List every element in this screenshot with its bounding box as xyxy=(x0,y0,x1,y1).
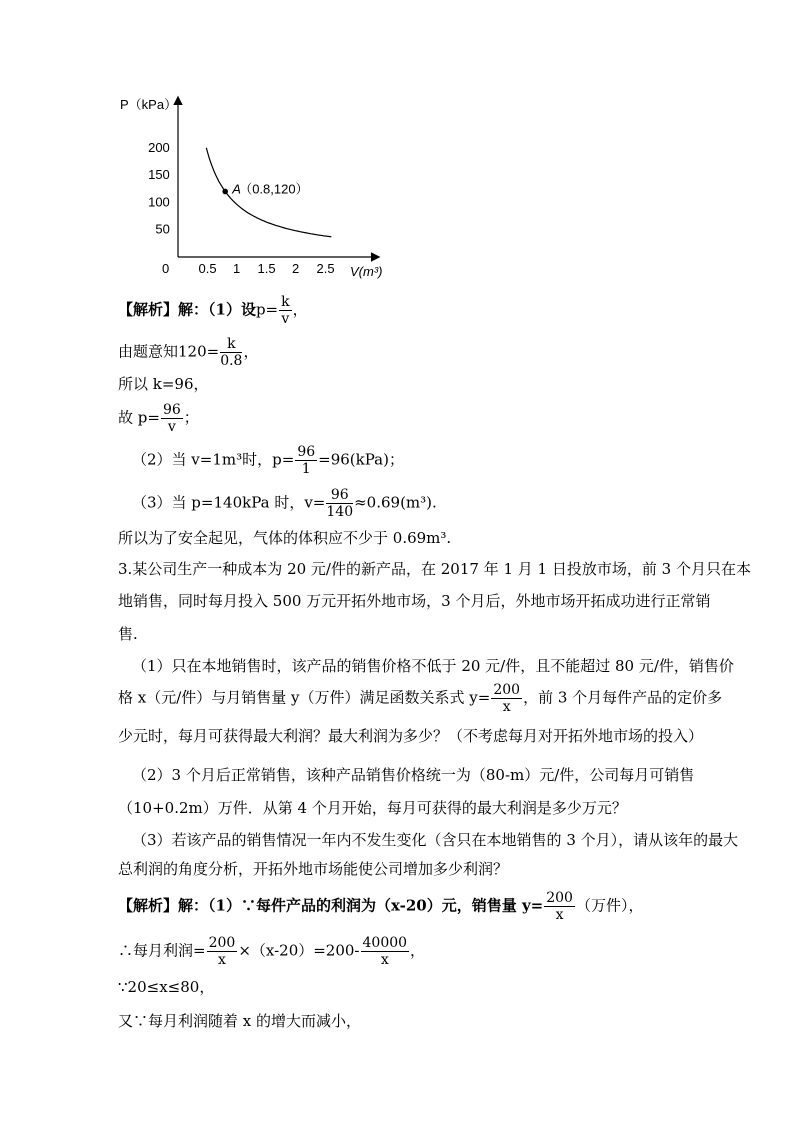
numerator: 96 xyxy=(326,487,353,504)
text: ×（x-20）=200- xyxy=(238,941,360,960)
x-tick-label: 1 xyxy=(233,261,241,276)
text: ，前 3 个月每件产品的定价多 xyxy=(523,688,723,707)
x-tick-label: 0.5 xyxy=(198,261,217,276)
denominator: x xyxy=(502,699,511,715)
fraction xyxy=(161,402,183,435)
question-3-part-2-line-1: （2）3 个月后正常销售，该种产品销售价格统一为（80-m）元/件，公司每月可销售 xyxy=(132,766,695,784)
x-tick-label: 2.5 xyxy=(316,261,335,276)
question-3-line-3: 售. xyxy=(118,625,138,643)
text: ； xyxy=(183,408,199,427)
y-tick-label: 100 xyxy=(148,194,170,210)
x-ticks xyxy=(199,261,335,276)
denominator: 140 xyxy=(326,504,354,520)
solution-line-5 xyxy=(132,444,404,477)
text: ， xyxy=(243,342,259,361)
fraction xyxy=(207,935,238,968)
solution-3-line-3: ∵20≤x≤80， xyxy=(118,978,215,996)
numerator: 200 xyxy=(208,935,236,951)
point-a-label: A xyxy=(232,181,241,197)
numerator: 96 xyxy=(297,444,316,460)
question-3-part-2-line-2: （10+0.2m）万件．从第 4 个月开始，每月可获得的最大利润是多少万元？ xyxy=(118,799,627,817)
question-3-part-1-line-1: （1）只在本地销售时，该产品的销售价格不低于 20 元/件，且不能超过 80 元/件，销售价 xyxy=(132,657,734,675)
x-tick-label: 2 xyxy=(292,261,300,276)
x-tick-label: 1.5 xyxy=(257,261,276,276)
numerator: k xyxy=(220,336,242,353)
pressure-volume-chart xyxy=(0,0,794,290)
numerator: 200 xyxy=(546,890,573,906)
solution-3-line-1 xyxy=(118,890,643,923)
text: （3）当 p=140kPa 时，v= xyxy=(132,493,326,512)
point-a-marker xyxy=(222,189,228,195)
question-3-part-1-line-2 xyxy=(118,682,722,715)
denominator: 1 xyxy=(301,461,311,477)
numerator: 40000 xyxy=(362,935,408,951)
text: ≈0.69(m³). xyxy=(354,493,437,512)
solution-3-line-4: 又∵每月利润随着 x 的增大而减小， xyxy=(118,1012,361,1030)
question-3-part-3-line-1: （3）若该产品的销售情况一年内不发生变化（含只在本地销售的 3 个月），请从该年的最大 xyxy=(132,831,739,849)
text: ， xyxy=(292,300,308,319)
origin-label: 0 xyxy=(162,261,170,276)
solution-line-1 xyxy=(118,294,308,327)
text: 格 x（元/件）与月销售量 y（万件）满足函数关系式 y= xyxy=(118,688,491,707)
point-a-coordinates: （0.8,120） xyxy=(239,181,309,197)
fraction xyxy=(544,890,575,923)
text: 故 p= xyxy=(118,408,160,427)
analysis-tag: 【解析】解：（1）设 xyxy=(118,300,256,319)
solution-line-6 xyxy=(132,487,437,520)
text: ， xyxy=(410,941,426,960)
question-3-part-1-line-3: 少元时，每月可获得最大利润？最大利润为多少？（不考虑每月对开拓外地市场的投入） xyxy=(118,727,704,745)
denominator: v xyxy=(167,419,176,435)
question-3-part-3-line-2: 总利润的角度分析，开拓外地市场能使公司增加多少利润？ xyxy=(118,860,509,878)
y-tick-label: 150 xyxy=(148,167,170,183)
text: p= xyxy=(255,300,279,319)
numerator: 96 xyxy=(162,402,181,418)
solution-line-7: 所以为了安全起见，气体的体积应不少于 0.69m³. xyxy=(118,529,452,547)
y-ticks xyxy=(148,140,170,237)
fraction xyxy=(326,487,353,520)
x-axis-label: V(m³) xyxy=(350,264,383,279)
question-3-line-2: 地销售，同时每月投入 500 万元开拓外地市场，3 个月后，外地市场开拓成功进行正常销 xyxy=(118,592,711,610)
denominator: x xyxy=(380,952,389,968)
text: 由题意知120= xyxy=(118,342,220,361)
solution-line-4 xyxy=(118,402,199,435)
denominator: x xyxy=(555,907,564,923)
text: ∴每月利润= xyxy=(118,941,206,960)
numerator: k xyxy=(281,294,290,310)
solution-line-3: 所以 k=96， xyxy=(118,375,209,393)
question-3-line-1: 3.某公司生产一种成本为 20 元/件的新产品，在 2017 年 1 月 1 日投放市场，前 3 个月只在本 xyxy=(118,560,751,578)
solution-3-line-2 xyxy=(118,935,425,968)
denominator: 0.8 xyxy=(220,353,243,369)
fraction xyxy=(220,336,242,369)
y-axis-label: P（kPa） xyxy=(120,97,178,112)
text: （2）当 v=1m³时，p= xyxy=(132,450,295,469)
text: =96(kPa)； xyxy=(318,450,404,469)
fraction xyxy=(279,294,291,327)
denominator: v xyxy=(281,311,290,327)
fraction xyxy=(491,682,522,715)
fraction xyxy=(361,935,410,968)
numerator: 200 xyxy=(493,682,521,698)
denominator: x xyxy=(217,952,226,968)
y-tick-label: 50 xyxy=(155,221,170,237)
fraction xyxy=(295,444,317,477)
y-tick-label: 200 xyxy=(148,139,170,155)
text: （万件）， xyxy=(575,896,644,915)
solution-line-2 xyxy=(118,336,258,369)
text: 【解析】解：（1）∵每件产品的利润为（x-20）元，销售量 y= xyxy=(118,896,544,915)
